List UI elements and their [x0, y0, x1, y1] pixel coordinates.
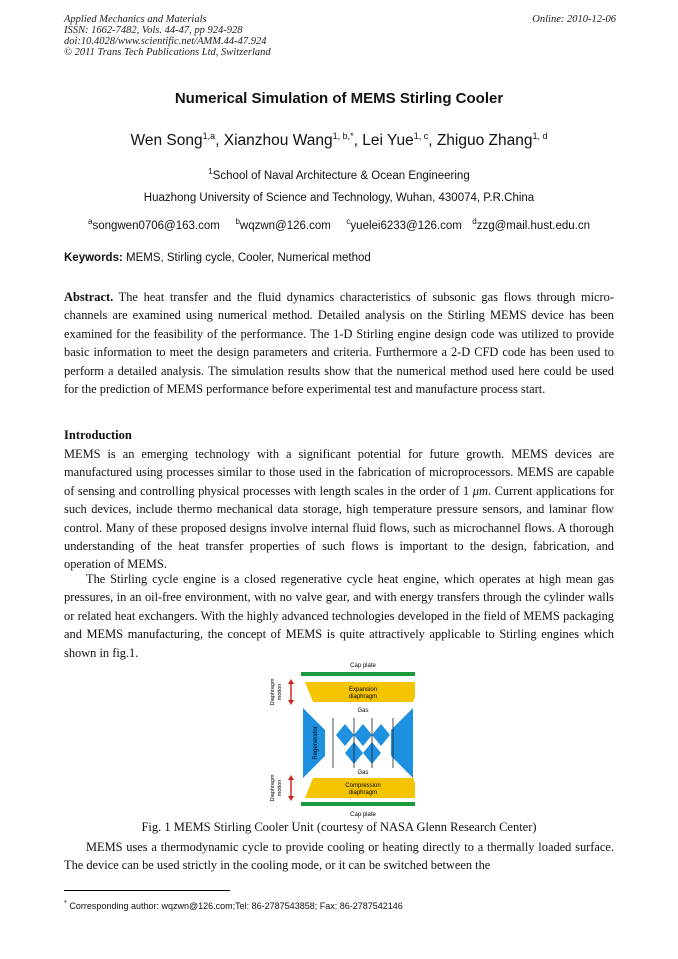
keywords	[64, 252, 371, 264]
keywords-text: MEMS, Stirling cycle, Cooler, Numerical method	[122, 252, 371, 264]
email-superscript: b	[235, 217, 240, 226]
diaphragm-motion-bottom	[270, 774, 294, 801]
regenerator-diamond	[372, 724, 390, 746]
journal-name: Applied Mechanics and Materials	[64, 14, 207, 25]
affiliation-line-2: Huazhong University of Science and Technology, Wuhan, 430074, P.R.China	[143, 192, 535, 204]
diaphragm-motion-top	[270, 678, 294, 705]
cap-plate-top-label: Cap plate	[350, 663, 376, 669]
paragraph-text: MEMS is an emerging technology with a significant potential for future growth. MEMS devices are manufactured using processes similar to those used in the fabrication of microprocessors. MEMS are capable of sensing and controlling physical processes with length scales in the order of 1	[64, 447, 614, 498]
motion-label: Diaphragm	[270, 774, 276, 802]
section-heading-introduction: Introduction	[64, 428, 132, 442]
author-separator: ,	[428, 132, 437, 150]
paper-title: Numerical Simulation of MEMS Stirling Cooler	[174, 90, 504, 107]
email-superscript: d	[472, 217, 477, 226]
regenerator-right	[391, 708, 413, 778]
author-name: Wen Song	[130, 132, 203, 150]
intro-paragraph-2: The Stirling cycle engine is a closed regenerative cycle heat engine, which operates at high mean gas pressures, in an oil-free environment, with no valve gear, and with energy transfers through the cylinder walls or related heat exchangers. With the highly advanced technologies developed in the field of MEMS packaging and MEMS manufacturing, the concept of MEMS is quite attractively applicable to Stirling engines which shown in fig.1.	[64, 572, 614, 660]
footnote	[64, 898, 403, 911]
author-list	[0, 131, 678, 150]
author-name: Xianzhou Wang	[223, 132, 333, 150]
arrow-up-icon	[288, 775, 294, 780]
cap-plate-bottom	[301, 802, 415, 806]
author-separator: ,	[353, 132, 363, 150]
email-superscript: a	[87, 217, 93, 226]
affiliation-line-1	[0, 167, 678, 182]
email-address[interactable]: wqzwn@126.com	[239, 219, 331, 232]
regenerator-diamond	[354, 724, 372, 746]
intro-paragraph-3: MEMS uses a thermodynamic cycle to provide cooling or heating directly to a thermally loaded surface. The device can be used strictly in the cooling mode, or it can be switched between the	[64, 840, 614, 873]
affiliation-superscript: 1	[208, 167, 213, 176]
motion-label: motion	[277, 683, 283, 701]
email-list	[0, 217, 678, 232]
author-separator: ,	[215, 132, 224, 150]
author-name: Zhiguo Zhang	[436, 132, 533, 150]
regenerator-label: Regenerator	[313, 726, 319, 760]
keywords-label: Keywords:	[64, 252, 123, 264]
journal-header	[64, 14, 271, 58]
expansion-label: Expansion	[348, 687, 378, 693]
email-superscript: c	[346, 217, 351, 226]
arrow-down-icon	[288, 796, 294, 801]
motion-label: motion	[277, 779, 283, 797]
footnote-text: Corresponding author: wqzwn@126.com;Tel: 86-2787543858; Fax: 86-2787542146	[66, 901, 403, 911]
author-name: Lei Yue	[362, 132, 414, 150]
email-address[interactable]: yuelei6233@126.com	[350, 219, 462, 232]
issn-line: ISSN: 1662-7482, Vols. 44-47, pp 924-928	[64, 25, 243, 36]
cap-plate-top	[301, 672, 415, 676]
email-address[interactable]: zzg@mail.hust.edu.cn	[476, 219, 590, 232]
abstract-label: Abstract.	[64, 290, 114, 304]
motion-label: Diaphragm	[270, 678, 276, 706]
gas-label-top: Gas	[357, 708, 369, 714]
email-address[interactable]: songwen0706@163.com	[92, 219, 220, 232]
figure-caption: Fig. 1 MEMS Stirling Cooler Unit (courtesy of NASA Glenn Research Center)	[141, 820, 537, 834]
intro-paragraph-1	[64, 445, 614, 574]
online-date: Online: 2010-12-06	[532, 14, 616, 25]
author-superscript: 1, c	[413, 131, 429, 141]
author-superscript: 1, d	[532, 131, 548, 141]
compression-label: Compression	[345, 783, 381, 789]
affiliation-text: School of Naval Architecture & Ocean Engineering	[212, 169, 470, 182]
arrow-down-icon	[288, 700, 294, 705]
regenerator-diamond	[336, 724, 354, 746]
figure-diagram	[263, 660, 415, 820]
footnote-divider	[64, 890, 230, 891]
doi-line: doi:10.4028/www.scientific.net/AMM.44-47.924	[64, 36, 267, 47]
cap-plate-bottom-label: Cap plate	[350, 812, 376, 818]
footnote-mark: *	[64, 898, 67, 907]
figure-mems-stirling-cooler	[263, 660, 415, 825]
abstract-text: The heat transfer and the fluid dynamics characteristics of subsonic gas flows through micro-channels are examined using numerical method. Detailed analysis on the Stirling MEMS device has been examined for the feasibility of the performance. The 1-D Stirling engine design code was utilized to provide basic information to meet the design parameters and criteria. Furthermore a 2-D CFD code has been used to perform a detailed analysis. The simulation results show that the numerical method used here could be used for the prediction of MEMS performance before experimental test and manufacture process start.	[64, 290, 614, 397]
copyright-line: © 2011 Trans Tech Publications Ltd, Switzerland	[64, 47, 271, 58]
author-superscript: 1, b,*	[332, 131, 354, 141]
author-superscript: 1,a	[202, 131, 216, 141]
gas-label-bottom: Gas	[357, 770, 369, 776]
paragraph-text: . Current applications for such devices, include thermo mechanical data storage, high temperature pressure sensors, and laminar flow control. Many of these proposed designs involve internal fluid flows, such as microchannel flows. A thorough understanding of the heat transfer properties of such flows is important to the design, fabrication, and operation of MEMS.	[64, 483, 615, 572]
expansion-label: diaphragm	[348, 694, 378, 700]
unit-symbol: μm	[472, 483, 488, 498]
arrow-up-icon	[288, 679, 294, 684]
abstract-paragraph	[64, 288, 614, 398]
compression-label: diaphragm	[348, 790, 378, 796]
